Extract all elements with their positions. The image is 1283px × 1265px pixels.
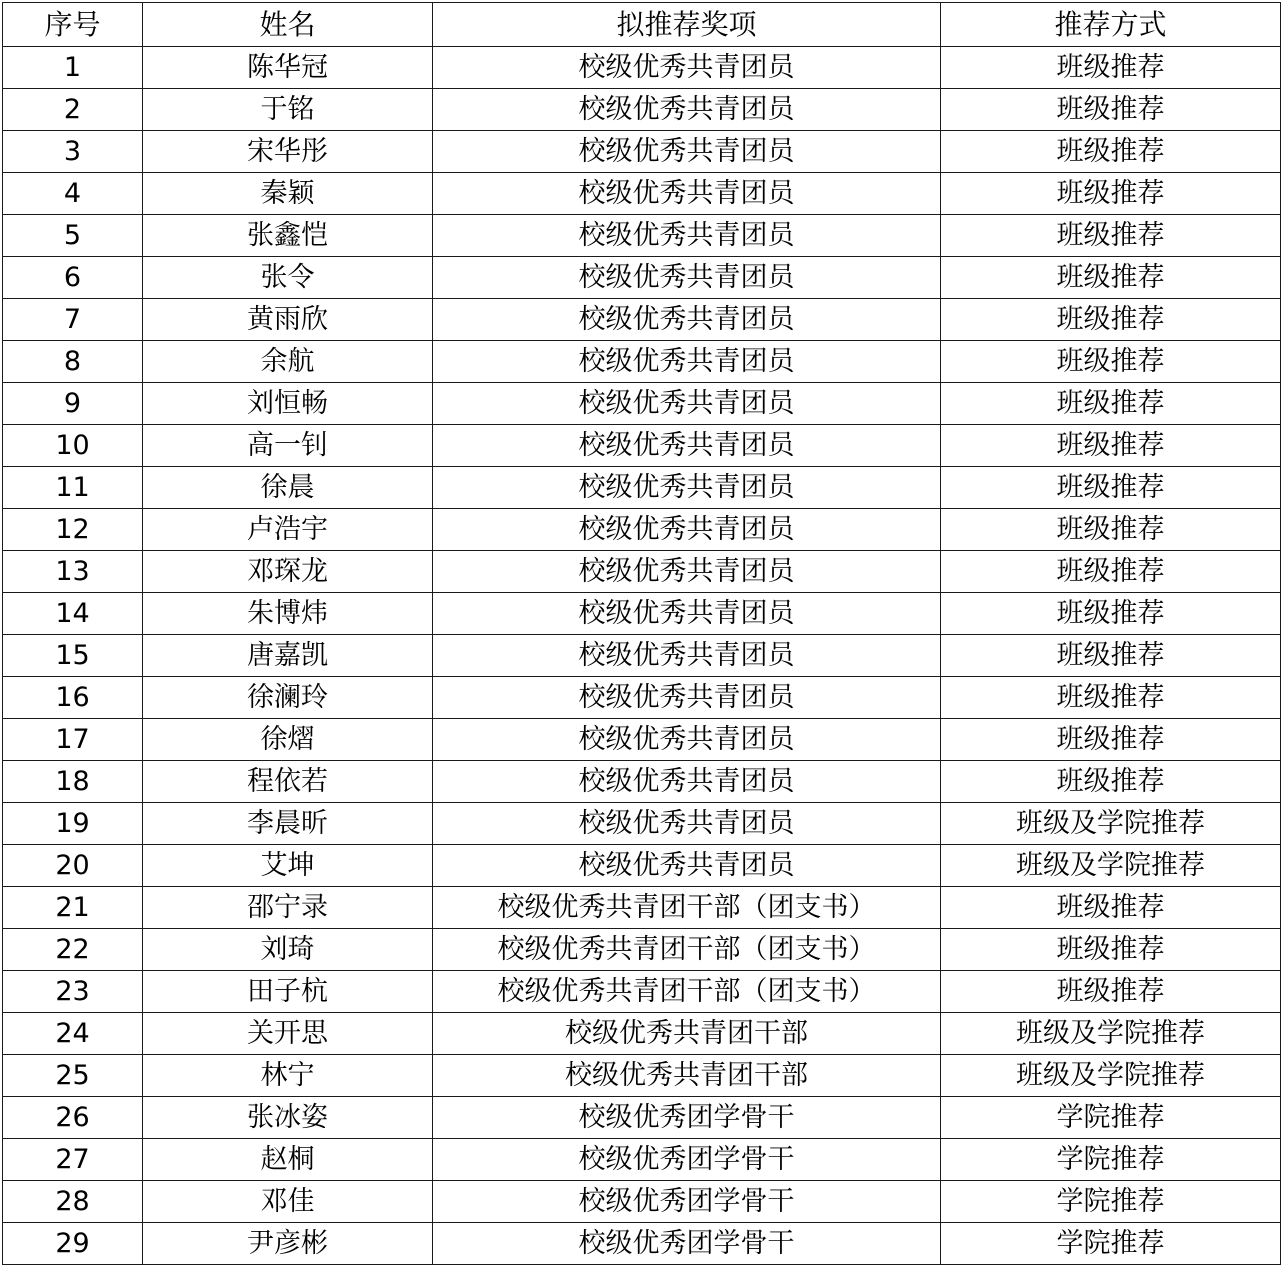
cell-index: 3	[3, 131, 143, 173]
table-row	[3, 677, 1281, 719]
cell-award: 校级优秀团学骨干	[433, 1139, 941, 1181]
cell-index: 19	[3, 803, 143, 845]
table-row	[3, 635, 1281, 677]
table-row	[3, 299, 1281, 341]
cell-index: 17	[3, 719, 143, 761]
column-header-award: 拟推荐奖项	[433, 3, 941, 47]
cell-name: 高一钊	[143, 425, 433, 467]
cell-name: 邵宁录	[143, 887, 433, 929]
table-row	[3, 929, 1281, 971]
cell-method: 班级推荐	[941, 593, 1281, 635]
cell-name: 尹彦彬	[143, 1223, 433, 1265]
cell-award: 校级优秀共青团员	[433, 467, 941, 509]
cell-method: 班级推荐	[941, 971, 1281, 1013]
table-row	[3, 509, 1281, 551]
cell-name: 艾坤	[143, 845, 433, 887]
table-row	[3, 1013, 1281, 1055]
cell-name: 刘琦	[143, 929, 433, 971]
table-row	[3, 1139, 1281, 1181]
cell-award: 校级优秀共青团员	[433, 173, 941, 215]
cell-award: 校级优秀共青团员	[433, 635, 941, 677]
cell-name: 邓琛龙	[143, 551, 433, 593]
cell-method: 班级推荐	[941, 131, 1281, 173]
cell-index: 22	[3, 929, 143, 971]
cell-award: 校级优秀共青团干部（团支书）	[433, 971, 941, 1013]
cell-name: 朱博炜	[143, 593, 433, 635]
cell-index: 23	[3, 971, 143, 1013]
cell-index: 29	[3, 1223, 143, 1265]
cell-index: 6	[3, 257, 143, 299]
cell-award: 校级优秀团学骨干	[433, 1181, 941, 1223]
cell-award: 校级优秀共青团干部	[433, 1013, 941, 1055]
cell-award: 校级优秀共青团员	[433, 215, 941, 257]
cell-name: 田子杭	[143, 971, 433, 1013]
cell-name: 徐熠	[143, 719, 433, 761]
cell-index: 21	[3, 887, 143, 929]
cell-award: 校级优秀共青团员	[433, 719, 941, 761]
cell-index: 14	[3, 593, 143, 635]
cell-award: 校级优秀共青团员	[433, 89, 941, 131]
cell-name: 徐澜玲	[143, 677, 433, 719]
table-row	[3, 1097, 1281, 1139]
cell-name: 秦颖	[143, 173, 433, 215]
cell-index: 28	[3, 1181, 143, 1223]
cell-method: 班级推荐	[941, 425, 1281, 467]
cell-method: 班级推荐	[941, 299, 1281, 341]
cell-name: 余航	[143, 341, 433, 383]
cell-award: 校级优秀共青团员	[433, 383, 941, 425]
cell-index: 27	[3, 1139, 143, 1181]
cell-index: 4	[3, 173, 143, 215]
table-row	[3, 1223, 1281, 1265]
cell-award: 校级优秀共青团干部（团支书）	[433, 887, 941, 929]
cell-name: 张令	[143, 257, 433, 299]
cell-method: 班级推荐	[941, 635, 1281, 677]
table-row	[3, 719, 1281, 761]
table-row	[3, 341, 1281, 383]
cell-method: 班级推荐	[941, 257, 1281, 299]
cell-index: 9	[3, 383, 143, 425]
cell-index: 13	[3, 551, 143, 593]
cell-name: 李晨昕	[143, 803, 433, 845]
cell-index: 20	[3, 845, 143, 887]
cell-name: 赵桐	[143, 1139, 433, 1181]
cell-award: 校级优秀共青团员	[433, 761, 941, 803]
table-row	[3, 257, 1281, 299]
cell-award: 校级优秀共青团干部（团支书）	[433, 929, 941, 971]
cell-method: 班级推荐	[941, 383, 1281, 425]
cell-index: 24	[3, 1013, 143, 1055]
cell-name: 张鑫恺	[143, 215, 433, 257]
cell-award: 校级优秀共青团干部	[433, 1055, 941, 1097]
cell-index: 8	[3, 341, 143, 383]
cell-award: 校级优秀团学骨干	[433, 1223, 941, 1265]
cell-index: 5	[3, 215, 143, 257]
award-recommendation-table	[2, 2, 1281, 1265]
cell-name: 唐嘉凯	[143, 635, 433, 677]
cell-name: 徐晨	[143, 467, 433, 509]
cell-name: 于铭	[143, 89, 433, 131]
cell-name: 陈华冠	[143, 47, 433, 89]
cell-method: 班级推荐	[941, 887, 1281, 929]
cell-name: 卢浩宇	[143, 509, 433, 551]
table-row	[3, 425, 1281, 467]
cell-index: 15	[3, 635, 143, 677]
cell-name: 黄雨欣	[143, 299, 433, 341]
cell-method: 班级推荐	[941, 551, 1281, 593]
cell-award: 校级优秀共青团员	[433, 593, 941, 635]
cell-index: 18	[3, 761, 143, 803]
cell-method: 班级推荐	[941, 341, 1281, 383]
cell-index: 10	[3, 425, 143, 467]
cell-method: 班级推荐	[941, 467, 1281, 509]
column-header-name: 姓名	[143, 3, 433, 47]
table-row	[3, 1181, 1281, 1223]
cell-award: 校级优秀共青团员	[433, 425, 941, 467]
cell-name: 刘恒畅	[143, 383, 433, 425]
cell-method: 学院推荐	[941, 1097, 1281, 1139]
cell-index: 11	[3, 467, 143, 509]
cell-method: 班级及学院推荐	[941, 845, 1281, 887]
cell-method: 班级推荐	[941, 761, 1281, 803]
table-header-row	[3, 3, 1281, 47]
cell-award: 校级优秀共青团员	[433, 257, 941, 299]
cell-method: 学院推荐	[941, 1181, 1281, 1223]
cell-method: 班级推荐	[941, 719, 1281, 761]
cell-method: 班级推荐	[941, 509, 1281, 551]
cell-method: 班级及学院推荐	[941, 1055, 1281, 1097]
cell-index: 16	[3, 677, 143, 719]
table-row	[3, 215, 1281, 257]
column-header-method: 推荐方式	[941, 3, 1281, 47]
cell-index: 1	[3, 47, 143, 89]
cell-method: 班级推荐	[941, 47, 1281, 89]
cell-award: 校级优秀共青团员	[433, 131, 941, 173]
table-body	[3, 47, 1281, 1265]
table-row	[3, 803, 1281, 845]
cell-award: 校级优秀共青团员	[433, 299, 941, 341]
cell-method: 班级推荐	[941, 173, 1281, 215]
cell-name: 关开思	[143, 1013, 433, 1055]
cell-name: 程依若	[143, 761, 433, 803]
cell-method: 班级推荐	[941, 89, 1281, 131]
cell-award: 校级优秀共青团员	[433, 509, 941, 551]
cell-index: 7	[3, 299, 143, 341]
cell-method: 班级推荐	[941, 929, 1281, 971]
table-row	[3, 131, 1281, 173]
cell-name: 张冰姿	[143, 1097, 433, 1139]
cell-index: 26	[3, 1097, 143, 1139]
cell-award: 校级优秀共青团员	[433, 845, 941, 887]
table-row	[3, 467, 1281, 509]
cell-award: 校级优秀共青团员	[433, 341, 941, 383]
cell-name: 邓佳	[143, 1181, 433, 1223]
cell-award: 校级优秀团学骨干	[433, 1097, 941, 1139]
document-page	[0, 2, 1283, 1259]
cell-award: 校级优秀共青团员	[433, 803, 941, 845]
cell-method: 班级推荐	[941, 677, 1281, 719]
table-row	[3, 1055, 1281, 1097]
table-row	[3, 887, 1281, 929]
table-row	[3, 551, 1281, 593]
table-row	[3, 971, 1281, 1013]
cell-index: 2	[3, 89, 143, 131]
table-row	[3, 845, 1281, 887]
cell-name: 林宁	[143, 1055, 433, 1097]
cell-award: 校级优秀共青团员	[433, 551, 941, 593]
table-row	[3, 593, 1281, 635]
cell-method: 学院推荐	[941, 1223, 1281, 1265]
column-header-index: 序号	[3, 3, 143, 47]
table-row	[3, 383, 1281, 425]
cell-index: 12	[3, 509, 143, 551]
table-row	[3, 761, 1281, 803]
cell-index: 25	[3, 1055, 143, 1097]
table-row	[3, 173, 1281, 215]
cell-method: 班级及学院推荐	[941, 1013, 1281, 1055]
table-row	[3, 89, 1281, 131]
cell-method: 班级及学院推荐	[941, 803, 1281, 845]
cell-method: 学院推荐	[941, 1139, 1281, 1181]
table-row	[3, 47, 1281, 89]
cell-name: 宋华彤	[143, 131, 433, 173]
cell-award: 校级优秀共青团员	[433, 677, 941, 719]
cell-award: 校级优秀共青团员	[433, 47, 941, 89]
cell-method: 班级推荐	[941, 215, 1281, 257]
